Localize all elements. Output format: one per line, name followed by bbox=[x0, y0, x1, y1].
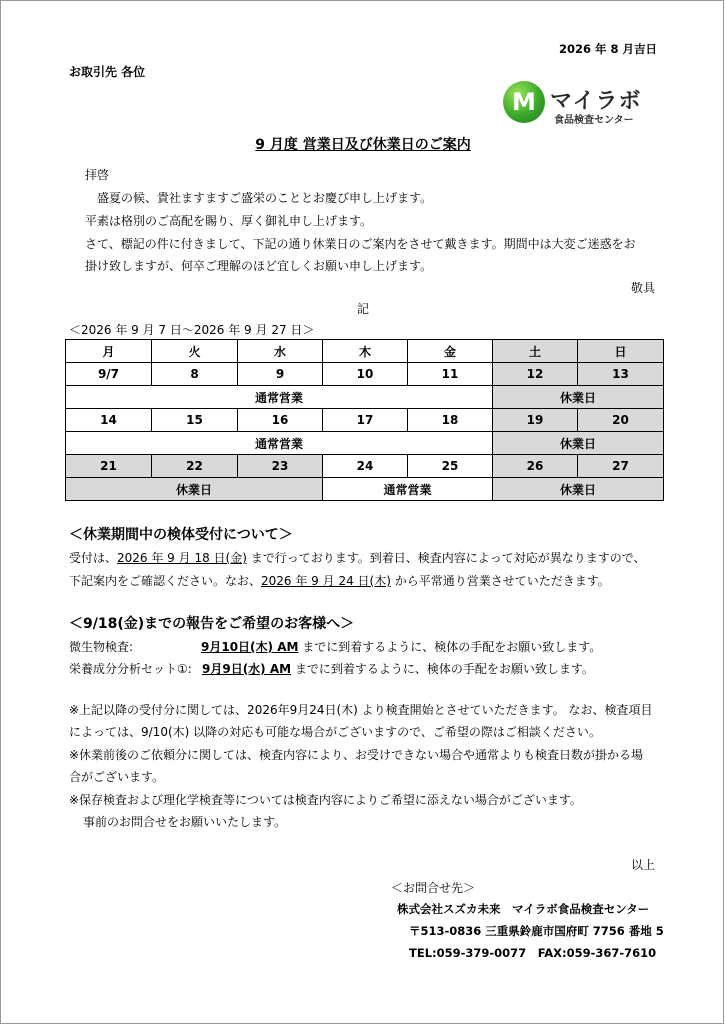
date-cell: 16 bbox=[238, 409, 323, 432]
date-cell: 8 bbox=[152, 363, 238, 386]
letter-paragraph-1: 盛夏の候、貴社ますますご盛栄のこととお慶び申し上げます。 bbox=[97, 191, 433, 205]
ki-label: 記 bbox=[357, 302, 370, 316]
closing-end: 以上 bbox=[630, 858, 655, 872]
weekend-header: 日 bbox=[578, 340, 664, 363]
date-cell: 12 bbox=[493, 363, 578, 386]
date-cell: 9/7 bbox=[66, 363, 152, 386]
calendar-status-row bbox=[66, 478, 664, 501]
reception-line-1: 受付は、2026 年 9 月 18 日(金) まで行っております。到着日、検査内容によって対応が異なりますので、 bbox=[69, 551, 646, 565]
date-cell: 14 bbox=[66, 409, 152, 432]
company-address: 〒513-0836 三重県鈴鹿市国府町 7756 番地 5 bbox=[409, 924, 664, 938]
status-closed: 休業日 bbox=[493, 432, 664, 455]
microbial-test-label: 微生物検査: bbox=[69, 640, 134, 654]
date-cell: 26 bbox=[493, 455, 578, 478]
date-cell: 27 bbox=[578, 455, 664, 478]
note-1a: ※上記以降の受付分に関しては、2026年9月24日(木) より検査開始とさせていただきます。 なお、検査項目 bbox=[69, 703, 653, 717]
letter-paragraph-3b: 掛け致しますが、何卒ご理解のほど宜しくお願い申し上げます。 bbox=[85, 259, 433, 273]
date-cell: 10 bbox=[323, 363, 408, 386]
calendar-header-row bbox=[66, 340, 664, 363]
calendar-status-row bbox=[66, 432, 664, 455]
nutrition-set-line: 9月9日(水) AM までに到着するように、検体の手配をお願い致します。 bbox=[202, 662, 594, 676]
logo-name: マイラボ bbox=[550, 89, 642, 114]
status-open: 通常営業 bbox=[66, 386, 493, 409]
reception-line-2: 下記案内をご確認ください。なお、2026 年 9 月 24 日(木) から平常通り営業させていただきます。 bbox=[69, 574, 610, 588]
calendar-date-row bbox=[66, 363, 664, 386]
weekday-header: 月 bbox=[66, 340, 152, 363]
date-cell: 9 bbox=[238, 363, 323, 386]
status-closed: 休業日 bbox=[493, 386, 664, 409]
calendar-status-row bbox=[66, 386, 664, 409]
date-cell: 18 bbox=[408, 409, 493, 432]
status-closed: 休業日 bbox=[66, 478, 323, 501]
logo-subtitle: 食品検査センター bbox=[554, 115, 634, 126]
calendar-date-row bbox=[66, 409, 664, 432]
recipient: お取引先 各位 bbox=[69, 65, 146, 79]
date-cell: 25 bbox=[408, 455, 493, 478]
date-cell: 21 bbox=[66, 455, 152, 478]
date-cell: 22 bbox=[152, 455, 238, 478]
date-cell: 15 bbox=[152, 409, 238, 432]
letter-paragraph-2: 平素は格別のご高配を賜り、厚く御礼申し上げます。 bbox=[85, 214, 373, 228]
reception-deadline: 2026 年 9 月 18 日(金) bbox=[117, 551, 247, 565]
weekday-header: 木 bbox=[323, 340, 408, 363]
business-calendar bbox=[65, 339, 664, 501]
note-1b: によっては、9/10(木) 以降の対応も可能な場合がございますので、ご希望の際はご相談ください。 bbox=[69, 725, 601, 739]
date-cell: 24 bbox=[323, 455, 408, 478]
period-range: ＜2026 年 9 月 7 日～2026 年 9 月 27 日＞ bbox=[69, 323, 315, 337]
weekday-header: 火 bbox=[152, 340, 238, 363]
date-cell: 19 bbox=[493, 409, 578, 432]
logo-mark-icon: M bbox=[503, 81, 545, 123]
letter-paragraph-3a: さて、標記の件に付きまして、下記の通り休業日のご案内をさせて戴きます。期間中は大変ご迷惑をお bbox=[85, 237, 636, 251]
note-2a: ※休業前後のご依頼分に関しては、検査内容により、お受けできない場合や通常よりも検査日数が掛かる場 bbox=[69, 748, 644, 762]
status-open: 通常営業 bbox=[66, 432, 493, 455]
status-closed: 休業日 bbox=[493, 478, 664, 501]
letter-closing: 敬具 bbox=[630, 281, 655, 295]
microbial-test-line: 9月10日(木) AM までに到着するように、検体の手配をお願い致します。 bbox=[201, 640, 602, 654]
document-date: 2026 年 8 月吉日 bbox=[558, 42, 657, 56]
section-heading-report: ＜9/18(金)までの報告をご希望のお客様へ＞ bbox=[69, 616, 355, 632]
company-phone: TEL:059-379-0077 FAX:059-367-7610 bbox=[409, 946, 657, 960]
nutrition-deadline: 9月9日(水) AM bbox=[202, 662, 292, 676]
note-2b: 合がございます。 bbox=[69, 770, 165, 784]
company-name: 株式会社スズカ未来 マイラボ食品検査センター bbox=[397, 902, 650, 916]
nutrition-set-label: 栄養成分分析セット①: bbox=[69, 662, 192, 676]
date-cell: 11 bbox=[408, 363, 493, 386]
contact-heading: ＜お問合せ先＞ bbox=[391, 881, 476, 895]
weekday-header: 金 bbox=[408, 340, 493, 363]
date-cell: 13 bbox=[578, 363, 664, 386]
weekday-header: 水 bbox=[238, 340, 323, 363]
letter-opening: 拝啓 bbox=[85, 168, 110, 182]
note-3: ※保存検査および理化学検査等については検査内容によりご希望に添えない場合がございます。 bbox=[69, 793, 582, 807]
date-cell: 17 bbox=[323, 409, 408, 432]
note-4: 事前のお問合せをお願いいたします。 bbox=[83, 815, 287, 829]
date-cell: 23 bbox=[238, 455, 323, 478]
weekend-header: 土 bbox=[493, 340, 578, 363]
calendar-date-row bbox=[66, 455, 664, 478]
resume-date: 2026 年 9 月 24 日(木) bbox=[261, 574, 391, 588]
status-open: 通常営業 bbox=[323, 478, 493, 501]
date-cell: 20 bbox=[578, 409, 664, 432]
microbial-deadline: 9月10日(木) AM bbox=[201, 640, 299, 654]
section-heading-reception: ＜休業期間中の検体受付について＞ bbox=[69, 527, 293, 543]
document-title: 9 月度 営業日及び休業日のご案内 bbox=[255, 137, 471, 153]
